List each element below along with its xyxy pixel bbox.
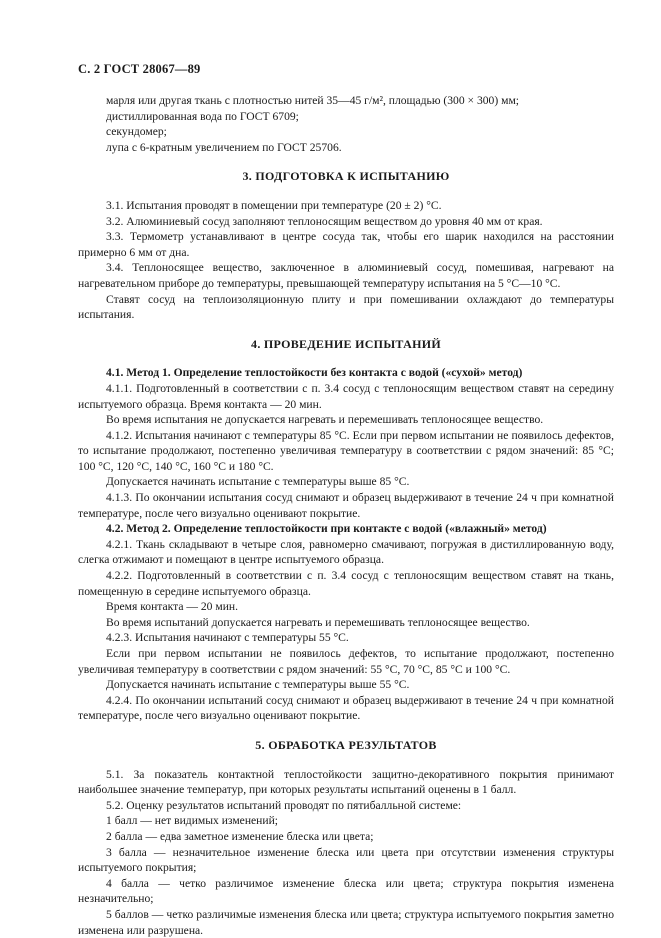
paragraph: 3.2. Алюминиевый сосуд заполняют теплоносящим веществом до уровня 40 мм от края. (106, 214, 543, 228)
method-1-heading: 4.1. Метод 1. Определение теплостойкости без контакта с водой («сухой» метод) (106, 366, 523, 380)
equipment-item: лупа с 6-кратным увеличением по ГОСТ 25706. (106, 140, 342, 154)
equipment-list (106, 93, 614, 155)
page-header: С. 2 ГОСТ 28067—89 (78, 62, 201, 76)
paragraph: 4.1.1. Подготовленный в соответствии с п. 3.4 сосуд с теплоносящим веществом ставят на середину испытуемого образца. Время контакта — 20 мин. (78, 381, 614, 411)
paragraph: 4.2.3. Испытания начинают с температуры 55 °С. (106, 631, 349, 645)
paragraph: Допускается начинать испытание с температуры выше 85 °С. (106, 475, 410, 489)
paragraph: Во время испытаний допускается нагревать и перемешивать теплоносящее вещество. (106, 615, 530, 629)
grade-item: 4 балла — четко различимое изменение блеска или цвета; структура покрытия изменена незначительно; (78, 876, 614, 906)
grade-item: 2 балла — едва заметное изменение блеска или цвета; (106, 829, 374, 843)
paragraph: 4.1.2. Испытания начинают с температуры 85 °С. Если при первом испытании не появилось дефектов, то испытание продолжают, постепенно увеличивая температуру в соответствии с рядом значений: 85 °С; 100 °С, 120 °С, 140 °С, 160 °С и 180 °С. (78, 428, 614, 473)
paragraph: 5.1. За показатель контактной теплостойкости защитно-декоративного покрытия принимают наибольшее значение температур, при которых результаты испытаний оценены в 1 балл. (78, 767, 614, 797)
equipment-item: дистиллированная вода по ГОСТ 6709; (106, 109, 299, 123)
page-content (78, 93, 614, 938)
section-5-title: 5. ОБРАБОТКА РЕЗУЛЬТАТОВ (255, 737, 437, 752)
paragraph: 4.2.1. Ткань складывают в четыре слоя, равномерно смачивают, погружая в дистиллированную воду, слегка отжимают и помещают в центре испытуемого образца. (78, 537, 614, 567)
method-2-heading: 4.2. Метод 2. Определение теплостойкости при контакте с водой («влажный» метод) (106, 522, 547, 536)
equipment-item: секундомер; (106, 125, 167, 139)
paragraph: 4.1.3. По окончании испытания сосуд снимают и образец выдерживают в течение 24 ч при комнатной температуре, после чего визуально оценивают покрытие. (78, 491, 614, 520)
paragraph: 4.2.2. Подготовленный в соответствии с п. 3.4 сосуд с теплоносящим веществом ставят на ткань, помещенную в середине испытуемого образца. (78, 569, 614, 598)
paragraph: 4.2.4. По окончании испытаний сосуд снимают и образец выдерживают в течение 24 ч при комнатной температуре, после чего визуально оценивают покрытие. (78, 693, 614, 723)
section-4-title: 4. ПРОВЕДЕНИЕ ИСПЫТАНИЙ (251, 336, 441, 351)
equipment-item: марля или другая ткань с плотностью нитей 35—45 г/м², площадью (300 × 300) мм; (106, 94, 520, 107)
paragraph: Допускается начинать испытание с температуры выше 55 °С. (106, 678, 410, 692)
paragraph: Во время испытания не допускается нагревать и перемешивать теплоносящее вещество. (106, 413, 544, 427)
grade-item: 5 баллов — четко различимые изменения блеска или цвета; структура испытуемого покрытия заметно изменена или разрушена. (78, 907, 614, 937)
paragraph: 3.4. Теплоносящее вещество, заключенное в алюминиевый сосуд, помешивая, нагревают на нагревательном приборе до температуры, превышающей температуру испытания на 5 °С—10 °С. (78, 261, 614, 290)
paragraph: 3.3. Термометр устанавливают в центре сосуда так, чтобы его шарик находился на расстоянии примерно 6 мм от дна. (78, 230, 614, 259)
section-3-title: 3. ПОДГОТОВКА К ИСПЫТАНИЮ (242, 169, 450, 184)
grade-item: 1 балл — нет видимых изменений; (106, 814, 279, 828)
paragraph: Время контакта — 20 мин. (106, 600, 239, 614)
paragraph: Ставят сосуд на теплоизоляционную плиту и при помешивании охлаждают до температуры испытания. (78, 292, 614, 322)
paragraph: 3.1. Испытания проводят в помещении при температуре (20 ± 2) °С. (106, 198, 442, 212)
paragraph: 5.2. Оценку результатов испытаний проводят по пятибалльной системе: (106, 798, 462, 812)
grade-item: 3 балла — незначительное изменение блеска или цвета при отсутствии изменения структуры испытуемого покрытия; (78, 845, 614, 875)
paragraph: Если при первом испытании не появилось дефектов, то испытание продолжают, постепенно увеличивая температуру в соответствии с рядом значений: 55 °С, 70 °С, 85 °С и 100 °С. (78, 647, 614, 676)
